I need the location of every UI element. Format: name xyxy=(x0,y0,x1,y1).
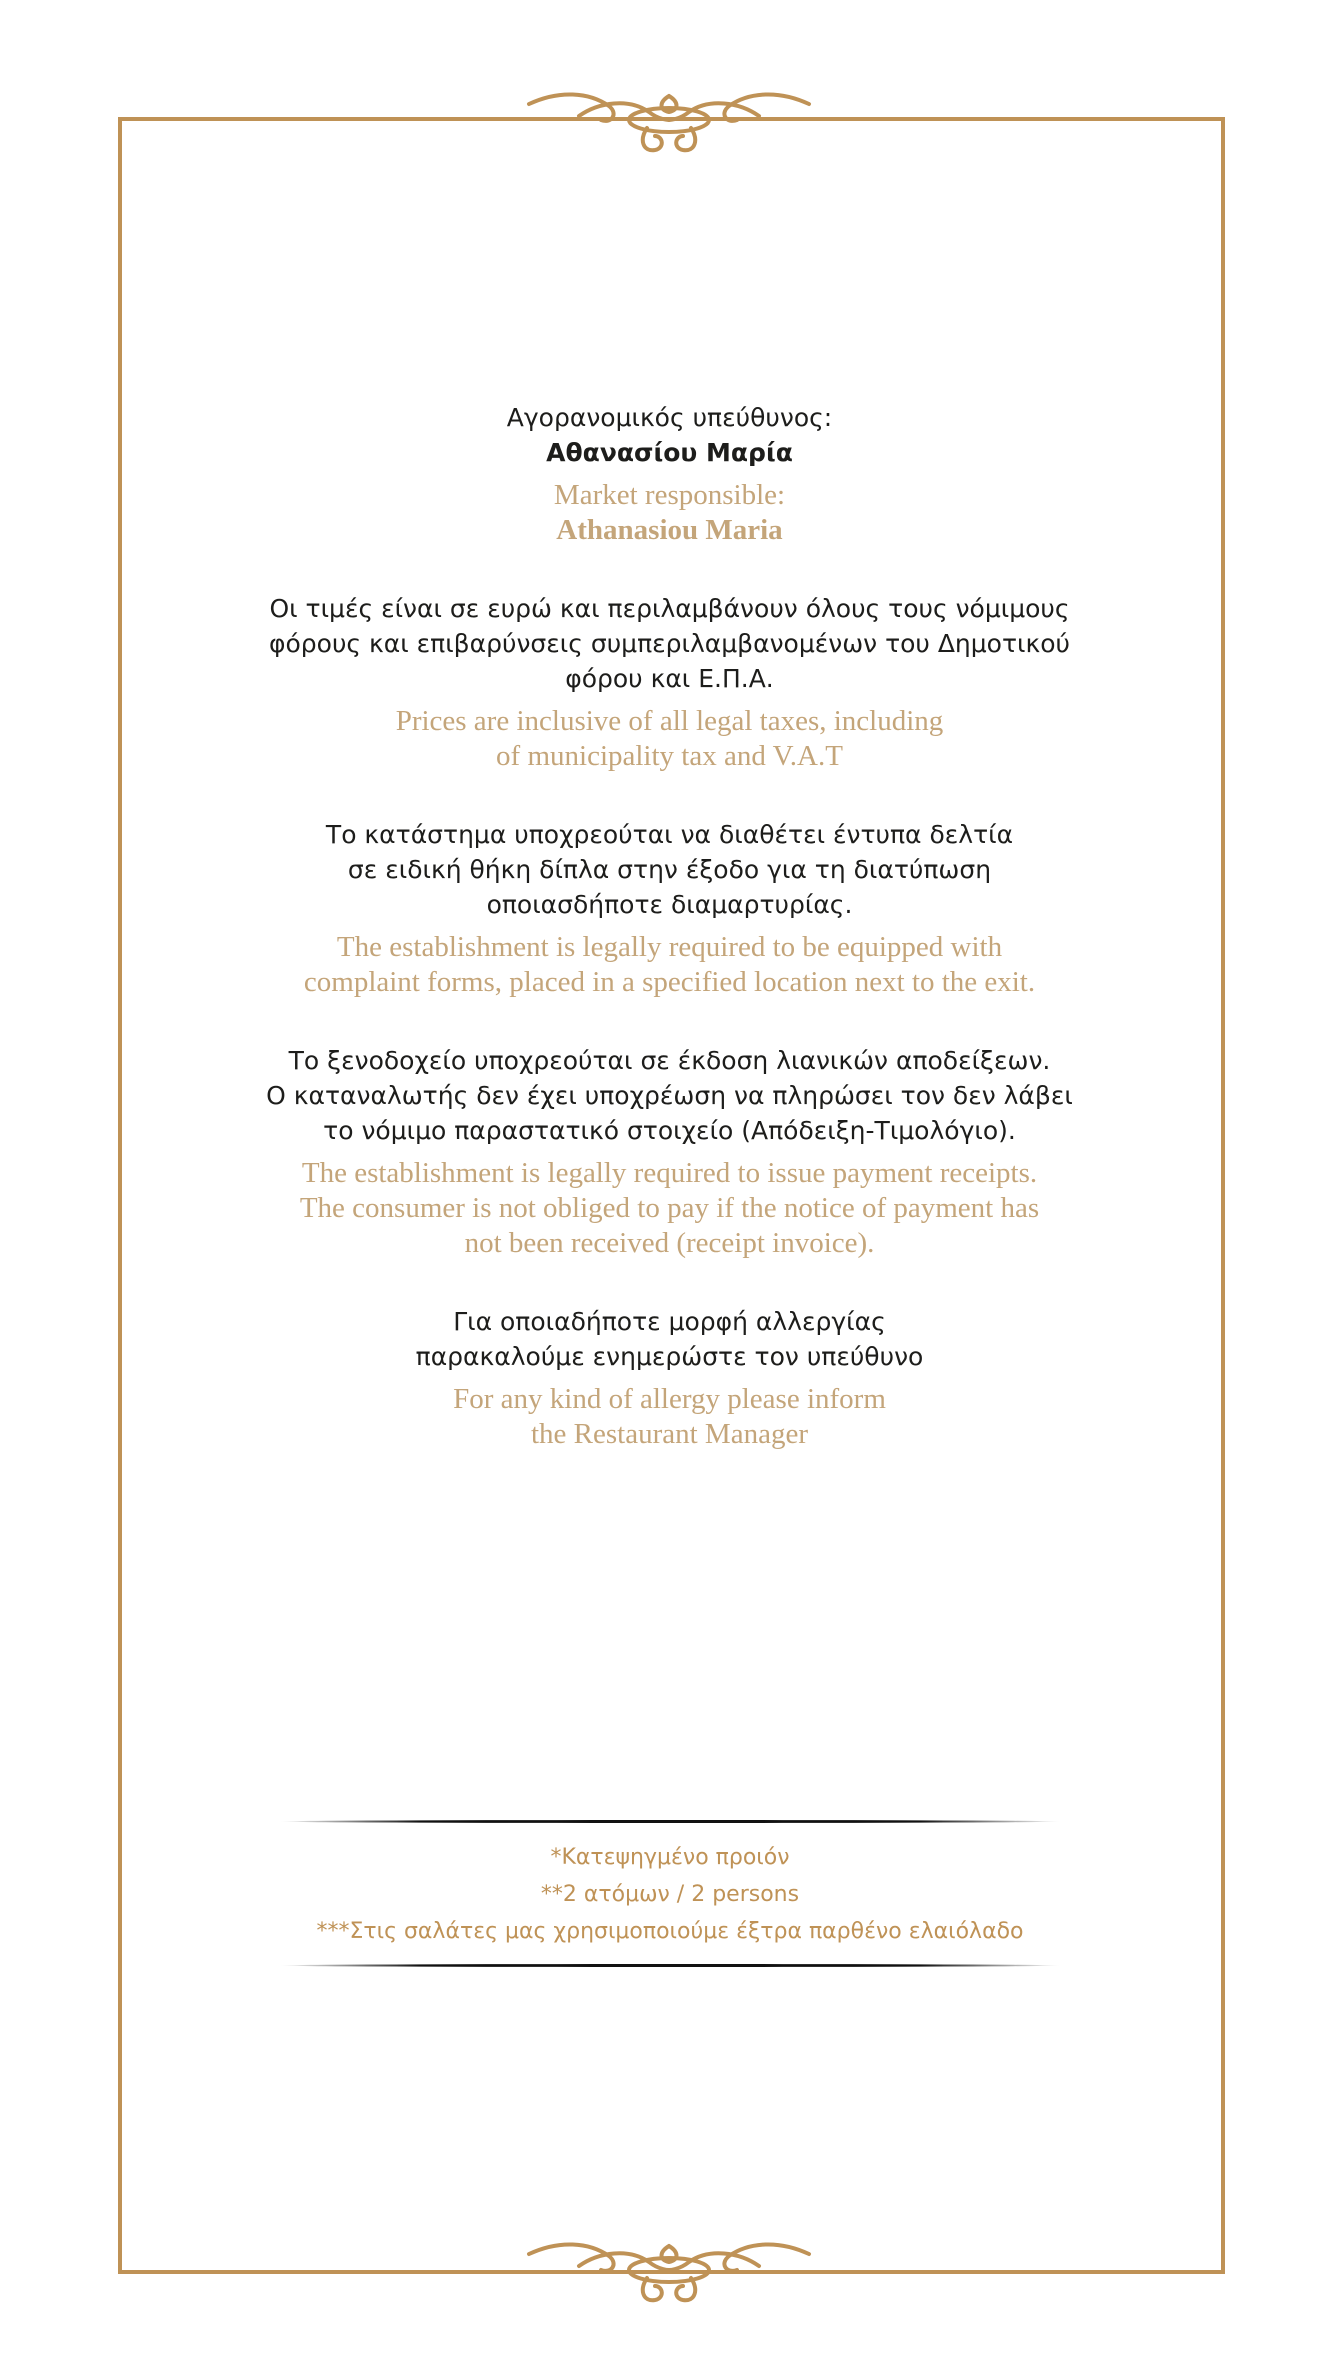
prices-section xyxy=(200,591,1139,774)
footnote-item: ***Στις σαλάτες μας χρησιμοποιούμε έξτρα παρθένο ελαιόλαδο xyxy=(316,1919,1024,1944)
prices-en-line: of municipality tax and V.A.T xyxy=(496,740,843,772)
market-responsible-gr-label: Αγορανομικός υπεύθυνος: xyxy=(506,403,833,432)
complaints-gr-line: σε ειδική θήκη δίπλα στην έξοδο για τη διατύπωση xyxy=(347,855,992,884)
complaints-gr-line: οποιασδήποτε διαμαρτυρίας. xyxy=(486,890,853,919)
market-responsible-section xyxy=(200,400,1139,548)
footnote-item: *Κατεψηγμένο προιόν xyxy=(550,1845,790,1870)
complaints-section xyxy=(200,817,1139,1000)
complaints-en-line: complaint forms, placed in a specified location next to the exit. xyxy=(303,966,1036,998)
allergy-en-line: For any kind of allergy please inform xyxy=(453,1383,886,1415)
footnote-item: **2 ατόμων / 2 persons xyxy=(540,1882,800,1907)
market-responsible-gr-name: Αθανασίου Μαρία xyxy=(546,438,793,467)
market-responsible-en-label: Market responsible: xyxy=(553,479,786,511)
bottom-flourish-icon xyxy=(519,2226,819,2306)
legal-notices xyxy=(200,400,1139,1495)
bottom-flourish-ornament xyxy=(519,2226,819,2306)
top-flourish-ornament xyxy=(519,76,819,156)
prices-gr-line: φόρους και επιβαρύνσεις συμπεριλαμβανομένων του Δημοτικού xyxy=(269,629,1070,658)
receipts-en-line: not been received (receipt invoice). xyxy=(464,1227,875,1259)
market-responsible-en-name: Athanasiou Maria xyxy=(556,514,783,546)
receipts-section xyxy=(200,1043,1139,1261)
footnotes-list xyxy=(280,1823,1060,1964)
receipts-gr-line: Ο καταναλωτής δεν έχει υποχρέωση να πληρώσει τον δεν λάβει xyxy=(266,1081,1073,1110)
footnotes-bottom-divider xyxy=(280,1964,1060,1967)
prices-en-line: Prices are inclusive of all legal taxes, including xyxy=(395,705,944,737)
allergy-en-line: the Restaurant Manager xyxy=(530,1418,808,1450)
footnotes-section xyxy=(280,1820,1060,1967)
receipts-gr-line: Το ξενοδοχείο υποχρεούται σε έκδοση λιανικών αποδείξεων. xyxy=(288,1046,1051,1075)
receipts-en-line: The consumer is not obliged to pay if the notice of payment has xyxy=(299,1192,1040,1224)
allergy-section xyxy=(200,1304,1139,1452)
prices-gr-line: φόρου και Ε.Π.Α. xyxy=(565,664,774,693)
complaints-gr-line: Το κατάστημα υποχρεούται να διαθέτει έντυπα δελτία xyxy=(325,820,1014,849)
top-flourish-icon xyxy=(519,76,819,156)
receipts-gr-line: το νόμιμο παραστατικό στοιχείο (Απόδειξη-Τιμολόγιο). xyxy=(323,1116,1016,1145)
allergy-gr-line: παρακαλούμε ενημερώστε τον υπεύθυνο xyxy=(415,1342,924,1371)
prices-gr-line: Οι τιμές είναι σε ευρώ και περιλαμβάνουν όλους τους νόμιμους xyxy=(269,594,1070,623)
receipts-en-line: The establishment is legally required to issue payment receipts. xyxy=(301,1157,1038,1189)
complaints-en-line: The establishment is legally required to be equipped with xyxy=(336,931,1003,963)
allergy-gr-line: Για οποιαδήποτε μορφή αλλεργίας xyxy=(453,1307,886,1336)
